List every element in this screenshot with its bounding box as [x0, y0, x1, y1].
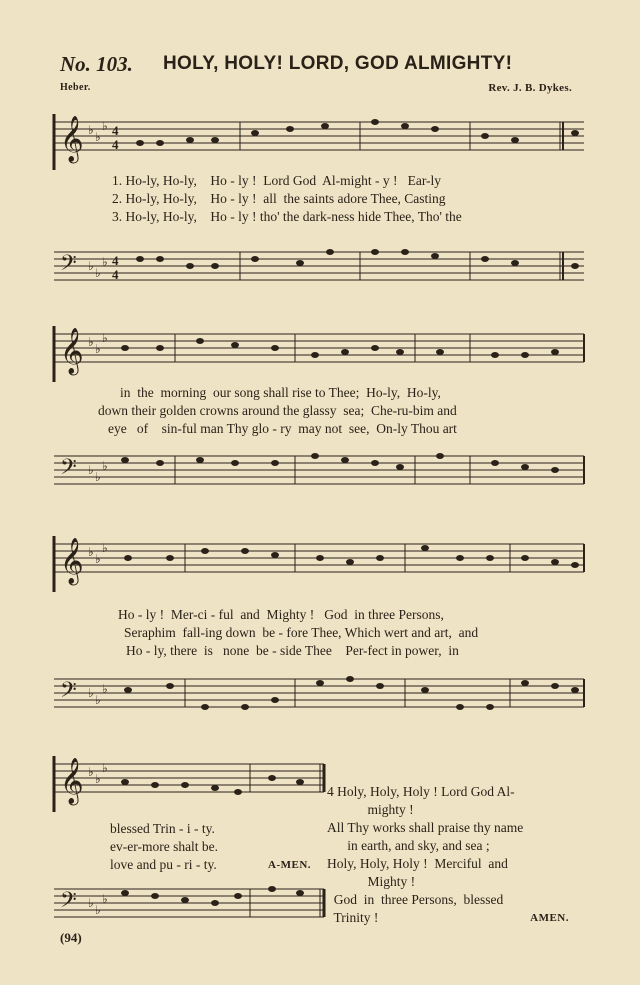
treble-staff-1: [50, 110, 588, 170]
svg-text:𝄞: 𝄞: [60, 116, 84, 162]
hymn-number: No. 103.: [60, 52, 133, 76]
svg-text:𝄞: 𝄞: [60, 328, 84, 374]
verse-4-line: in earth, and sky, and sea ;: [327, 838, 490, 853]
svg-text:♭: ♭: [102, 682, 108, 696]
svg-text:4: 4: [112, 123, 119, 138]
svg-text:♭: ♭: [88, 259, 94, 273]
bass-staff-2: [50, 444, 588, 504]
music-system-1: [50, 110, 588, 310]
treble-staff-4: [50, 752, 330, 812]
svg-text:♭: ♭: [95, 342, 101, 356]
svg-text:♭: ♭: [95, 693, 101, 707]
lyrics-line: ev-er-more shalt be.: [110, 839, 219, 854]
composer-credit: Rev. J. B. Dykes.: [488, 82, 572, 94]
treble-staff-2: [50, 322, 588, 382]
lyrics-line: eye of sin-ful man Thy glo - ry may not see, On-ly Thou art: [108, 421, 457, 436]
svg-text:♭: ♭: [102, 119, 108, 133]
svg-text:𝄢: 𝄢: [60, 678, 77, 708]
svg-text:𝄞: 𝄞: [60, 758, 84, 804]
lyrics-line: Seraphim fall-ing down be - fore Thee, Which wert and art, and: [124, 625, 479, 640]
lyrics-line: Ho - ly, there is none be - side Thee Per-fect in power, in: [126, 643, 459, 658]
svg-text:♭: ♭: [102, 892, 108, 906]
music-system-2: [50, 322, 588, 522]
verse-4-line: 4 Holy, Holy, Holy ! Lord God Al-: [327, 784, 515, 799]
verse-4-line: Holy, Holy, Holy ! Merciful and: [327, 856, 508, 871]
bass-staff-4: [50, 877, 330, 937]
lyrics-line: Ho - ly ! Mer-ci - ful and Mighty ! God in three Persons,: [118, 607, 444, 622]
svg-text:♭: ♭: [102, 761, 108, 775]
svg-text:♭: ♭: [102, 255, 108, 269]
verse-4-line: All Thy works shall praise thy name: [327, 820, 524, 835]
svg-text:♭: ♭: [88, 686, 94, 700]
svg-text:♭: ♭: [88, 545, 94, 559]
lyrics-line: 1. Ho-ly, Ho-ly, Ho - ly ! Lord God Al-might - y ! Ear-ly: [112, 173, 442, 188]
svg-text:𝄢: 𝄢: [60, 455, 77, 485]
svg-text:♭: ♭: [95, 552, 101, 566]
bass-staff-1: [50, 240, 588, 300]
svg-text:♭: ♭: [88, 463, 94, 477]
treble-staff-3: [50, 532, 588, 592]
page-number: (94): [60, 930, 82, 945]
svg-text:♭: ♭: [95, 470, 101, 484]
verse-4-line: Mighty !: [327, 874, 416, 889]
svg-text:4: 4: [112, 137, 119, 152]
verse-4-amen: AMEN.: [530, 912, 569, 924]
lyrics-line: in the morning our song shall rise to Thee; Ho-ly, Ho-ly,: [120, 385, 441, 400]
verse-4-line: God in three Persons, blessed: [327, 892, 504, 907]
lyrics-line: blessed Trin - i - ty.: [110, 821, 215, 836]
svg-text:♭: ♭: [88, 123, 94, 137]
svg-text:𝄢: 𝄢: [60, 251, 77, 281]
music-system-3: [50, 532, 588, 732]
svg-text:4: 4: [112, 253, 119, 268]
svg-text:4: 4: [112, 267, 119, 282]
music-system-4: [50, 752, 330, 932]
author-credit: Heber.: [60, 82, 91, 93]
svg-text:♭: ♭: [95, 130, 101, 144]
verse-4-line: [327, 909, 589, 927]
svg-text:♭: ♭: [102, 331, 108, 345]
lyrics-line: 3. Ho-ly, Ho-ly, Ho - ly ! tho' the dark-ness hide Thee, Tho' the: [112, 209, 462, 224]
amen-label: A-MEN.: [268, 859, 312, 871]
svg-text:♭: ♭: [95, 903, 101, 917]
svg-text:♭: ♭: [95, 772, 101, 786]
lyrics-line: love and pu - ri - ty.: [110, 857, 217, 872]
lyrics-line: 2. Ho-ly, Ho-ly, Ho - ly ! all the saints adore Thee, Casting: [112, 191, 446, 206]
hymn-title: HOLY, HOLY! LORD, GOD ALMIGHTY!: [163, 53, 513, 74]
svg-text:♭: ♭: [95, 266, 101, 280]
svg-text:𝄢: 𝄢: [60, 888, 77, 918]
svg-text:𝄞: 𝄞: [60, 538, 84, 584]
svg-text:♭: ♭: [88, 765, 94, 779]
verse-4-last: Trinity !: [327, 910, 379, 925]
svg-text:♭: ♭: [88, 896, 94, 910]
lyrics-line: down their golden crowns around the glassy sea; Che-ru-bim and: [98, 403, 457, 418]
svg-text:♭: ♭: [88, 335, 94, 349]
svg-text:♭: ♭: [102, 541, 108, 555]
bass-staff-3: [50, 667, 588, 727]
verse-4: [327, 783, 589, 927]
verse-4-line: mighty !: [327, 802, 414, 817]
svg-text:♭: ♭: [102, 459, 108, 473]
